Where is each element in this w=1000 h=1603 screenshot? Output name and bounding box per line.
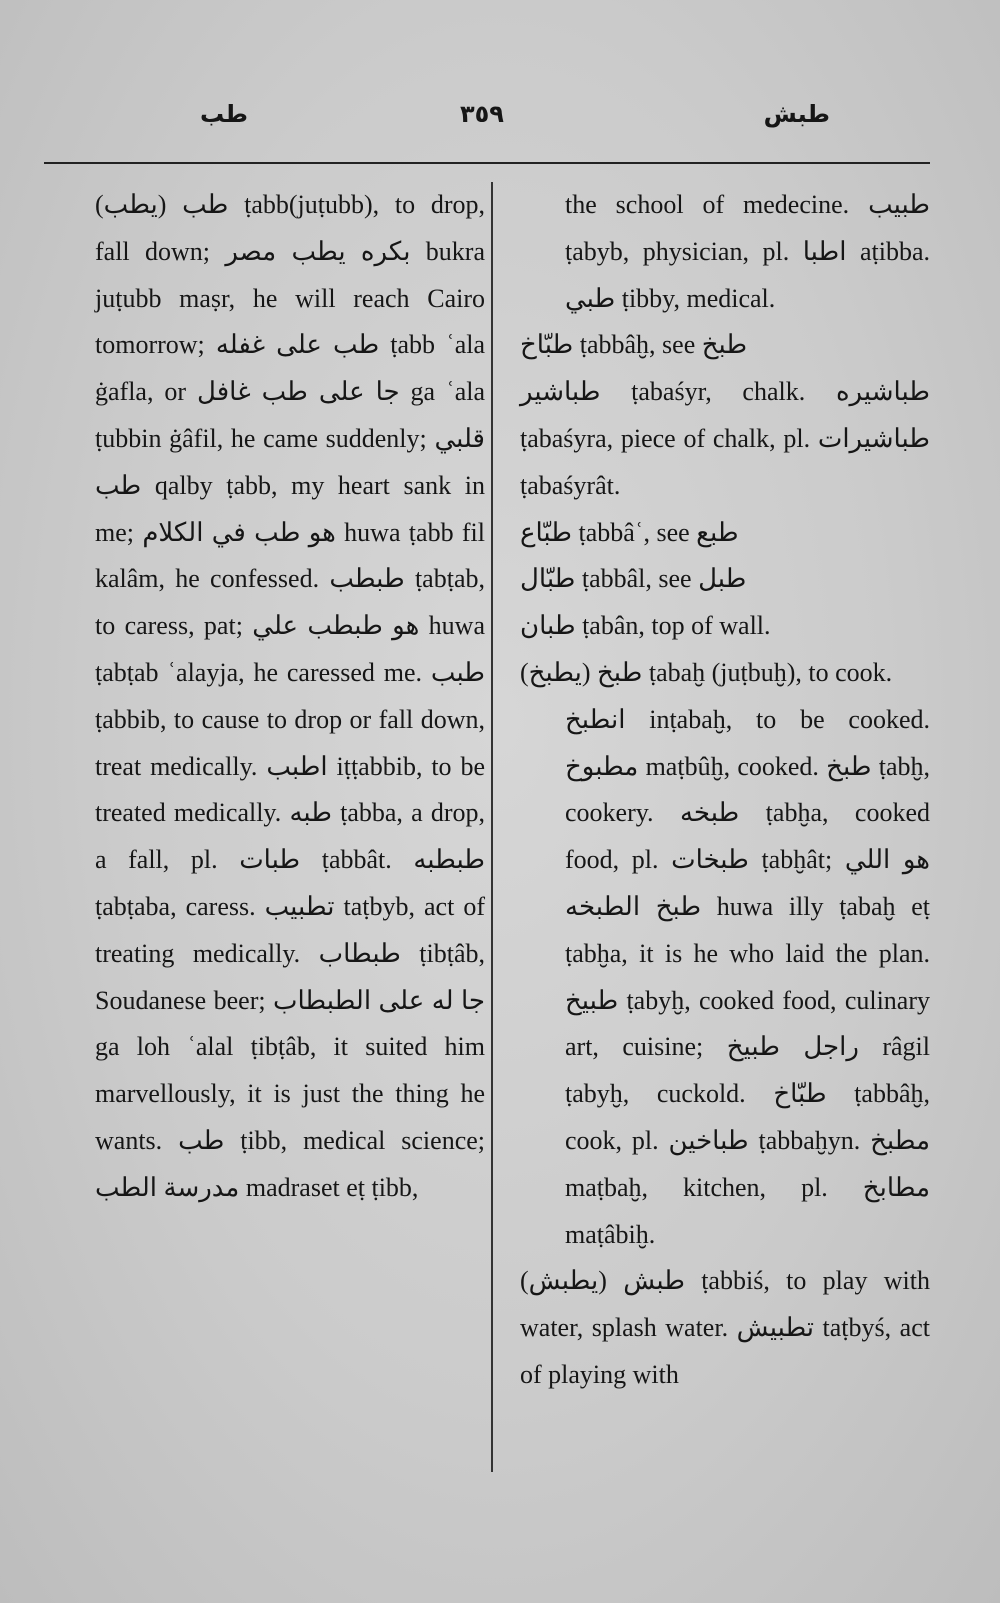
entry-tabb: طب (يطب) ṭabb(juṭubb), to drop, fall down; بكره يطب مصر bukra juṭubb maṣr, he will reach Cairo tomorrow; طب على غفله ṭabb ʿala ġafla, or جا على طب غافل ga ʿala ṭubbin ġâfil, he came suddenly; قلبي طب qalby ṭabb, my heart sank in me; هو طب في الكلام huwa ṭabb fil kalâm, he confessed. طبطب ṭabṭab, to caress, pat; هو طبطب علي huwa ṭabṭab ʿalayja, he caressed me. طبب ṭabbib, to cause to drop or fall down, treat medically. اطبب iṭṭabbib, to be treated medically. طبه ṭabba, a drop, a fall, pl. طبات ṭabbât. طبطبه ṭabṭaba, caress. تطبيب taṭbyb, act of treating medically. طبطاب ṭibṭâb, Soudanese beer; جا له على الطبطاب ga loh ʿalal ṭibṭâb, it suited him marvellously, it is just the thing he wants. طب ṭibb, medical science; مدرسة الطب madraset eṭ ṭibb, — [95, 190, 486, 1202]
running-head — [40, 100, 960, 160]
header-right-word: طبش — [763, 100, 830, 128]
column-divider — [491, 182, 493, 1472]
right-column — [520, 182, 930, 1399]
entry-tabbish: طبش (يطبش) ṭabbiś, to play with water, splash water. تطبيش taṭbyś, act of playing with — [520, 1266, 930, 1389]
entry-continuation: the school of medecine. طبيب ṭabyb, physician, pl. اطبا aṭibba. طبي ṭibby, medical. — [565, 190, 930, 313]
entry-taban: طبان ṭabân, top of wall. — [520, 611, 771, 641]
entry-tabakh-derivatives: انطبخ inṭabaḫ, to be cooked. مطبوخ maṭbûḫ, cooked. طبخ ṭabḫ, cookery. طبخه ṭabḫa, cooked food, pl. طبخات ṭabḫât; هو اللي طبخ الطبخه huwa illy ṭabaḫ eṭ ṭabḫa, it is he who laid the plan. طبيخ ṭabyḫ, cooked food, culinary art, cuisine; راجل طبيخ râgil ṭabyḫ, cuckold. طبّاخ ṭabbâḫ, cook, pl. طباخين ṭabbaḫyn. مطبخ maṭbaḫ, kitchen, pl. مطابخ maṭâbiḫ. — [565, 704, 930, 1249]
entry-tabbakh: طبّاخ ṭabbâḫ, see طبخ — [520, 330, 748, 360]
entry-tabashir: طباشير ṭabaśyr, chalk. طباشيره ṭabaśyra, piece of chalk, pl. طباشيرات ṭabaśyrât. — [520, 377, 930, 500]
entry-tabbal: طبّال ṭabbâl, see طبل — [520, 564, 747, 594]
entry-tabba: طبّاع ṭabbâʿ, see طبع — [520, 517, 739, 547]
header-left-word: طب — [200, 100, 249, 128]
page-number: ٣٥٩ — [460, 100, 504, 128]
left-column — [95, 182, 485, 1212]
header-rule — [44, 162, 930, 164]
entry-tabakh: طبخ (يطبخ) ṭabaḫ (juṭbuḫ), to cook. — [520, 657, 893, 687]
